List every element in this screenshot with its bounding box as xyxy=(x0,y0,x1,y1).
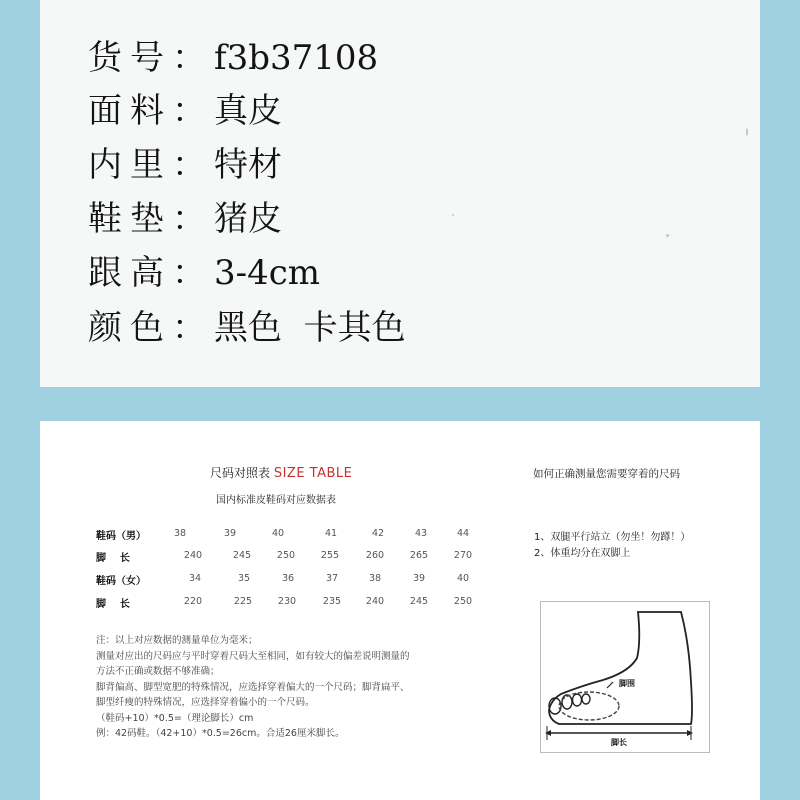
foot-measurement-figure xyxy=(540,601,710,753)
spec-value: f3b37108 xyxy=(214,38,379,78)
size-cell: 35 xyxy=(237,573,251,584)
note-line: 例：42码鞋。（42+10）*0.5=26cm。合适26厘米脚长。 xyxy=(96,728,345,739)
spec-label: 鞋垫： xyxy=(88,199,214,239)
note-line: 脚背偏高、脚型宽肥的特殊情况，应选择穿着偏大的一个尺码；脚背扁平、 xyxy=(96,681,410,693)
foot-length-label: 脚长 xyxy=(611,738,627,747)
note-line: （鞋码+10）*0.5=（理论脚长）cm xyxy=(96,712,254,724)
spec-value: 黑色 卡其色 xyxy=(214,308,406,348)
spec-label: 面料： xyxy=(88,91,214,131)
size-cell: 225 xyxy=(233,596,253,607)
size-cell: 230 xyxy=(277,596,297,607)
spec-label: 颜色： xyxy=(88,308,214,348)
size-cell: 260 xyxy=(365,550,385,561)
note-line: 测量对应出的尺码应与平时穿着尺码大至相同，如有较大的偏差说明测量的 xyxy=(96,650,410,662)
spec-row-color xyxy=(88,303,406,353)
size-cell: 40 xyxy=(271,528,285,539)
measure-step: 1、双腿平行站立（勿坐！勿蹲！） xyxy=(534,532,691,543)
size-cell: 38 xyxy=(368,573,382,584)
spec-label: 跟高： xyxy=(88,253,214,293)
spec-value: 3-4cm xyxy=(214,253,321,293)
size-cell: 250 xyxy=(453,596,473,607)
size-cell: 39 xyxy=(223,528,237,539)
size-cell: 245 xyxy=(232,550,252,561)
size-cell: 240 xyxy=(365,596,385,607)
size-table-title xyxy=(210,464,410,481)
size-table-subtitle: 国内标准皮鞋码对应数据表 xyxy=(216,495,336,506)
note-line: 脚型纤瘦的特殊情况，应选择穿着偏小的一个尺码。 xyxy=(96,697,315,708)
size-cell: 245 xyxy=(409,596,429,607)
size-row-women-foot-length xyxy=(40,595,510,611)
spec-value: 猪皮 xyxy=(214,199,282,239)
size-notes xyxy=(96,633,516,742)
row-label: 脚 长 xyxy=(96,553,130,564)
spec-row-heel-height xyxy=(88,248,320,298)
decorative-speck xyxy=(452,214,454,216)
size-row-women xyxy=(40,572,510,588)
size-cell: 250 xyxy=(276,550,296,561)
size-cell: 38 xyxy=(173,528,187,539)
size-row-men xyxy=(40,527,510,543)
spec-value: 特材 xyxy=(214,145,282,185)
size-guide-card xyxy=(40,421,760,800)
size-cell: 270 xyxy=(453,550,473,561)
size-cell: 42 xyxy=(371,528,385,539)
foot-girth-label: 脚围 xyxy=(619,679,635,688)
product-spec-card xyxy=(40,0,760,387)
decorative-speck xyxy=(666,234,669,237)
size-table-title-en: SIZE TABLE xyxy=(273,466,353,481)
size-cell: 40 xyxy=(456,573,470,584)
measure-step: 2、体重均分在双脚上 xyxy=(534,548,631,559)
size-cell: 37 xyxy=(325,573,339,584)
size-cell: 265 xyxy=(409,550,429,561)
size-cell: 36 xyxy=(281,573,295,584)
spec-label: 内里： xyxy=(88,145,214,185)
size-cell: 240 xyxy=(183,550,203,561)
spec-label: 货号： xyxy=(88,38,214,78)
size-cell: 39 xyxy=(412,573,426,584)
size-cell: 255 xyxy=(320,550,340,561)
size-cell: 235 xyxy=(322,596,342,607)
row-label: 鞋码（女） xyxy=(96,576,146,587)
size-cell: 34 xyxy=(188,573,202,584)
size-cell: 41 xyxy=(324,528,338,539)
size-row-men-foot-length xyxy=(40,549,510,565)
size-table-title-cn: 尺码对照表 xyxy=(210,466,271,480)
note-line: 方法不正确或数据不够准确； xyxy=(96,666,220,677)
size-cell: 44 xyxy=(456,528,470,539)
decorative-speck xyxy=(746,128,748,136)
measure-guide-title: 如何正确测量您需要穿着的尺码 xyxy=(533,468,680,480)
spec-row-lining xyxy=(88,140,282,190)
spec-value: 真皮 xyxy=(214,91,282,131)
spec-row-insole xyxy=(88,194,282,244)
row-label: 脚 长 xyxy=(96,599,130,610)
spec-row-item-number xyxy=(88,33,378,83)
size-cell: 220 xyxy=(183,596,203,607)
size-cell: 43 xyxy=(414,528,428,539)
spec-row-material xyxy=(88,86,282,136)
row-label: 鞋码（男） xyxy=(96,531,146,542)
note-line: 注：以上对应数据的测量单位为毫米； xyxy=(96,635,258,646)
